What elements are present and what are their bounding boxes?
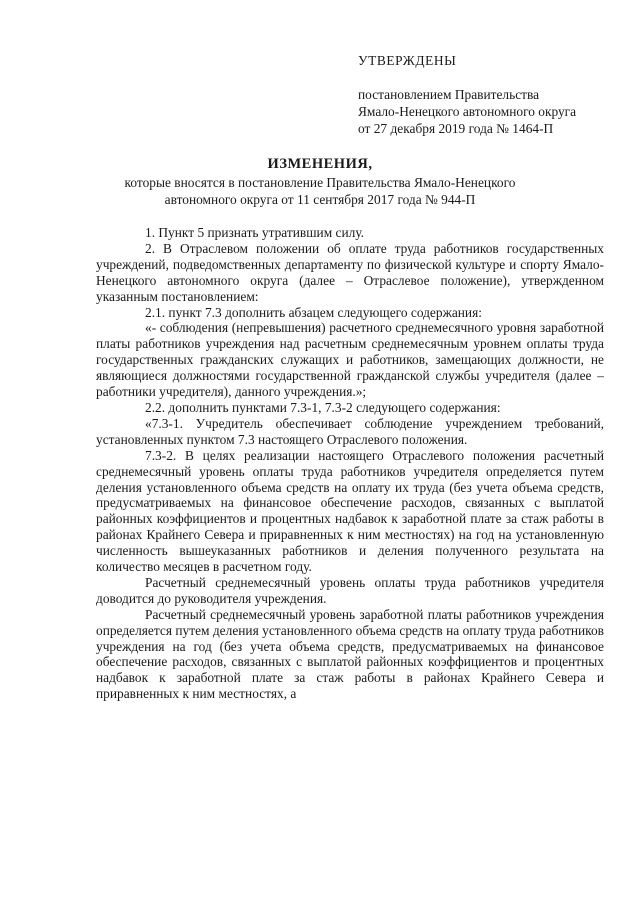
document-title: ИЗМЕНЕНИЯ, (267, 156, 373, 172)
approval-line-date: от 27 декабря 2019 года № 1464-П (358, 121, 554, 136)
paragraph-item-7-3-1: «7.3-1. Учредитель обеспечивает соблюдение учреждением требований, установленных пунктом 7.3 настоящего Отраслевого положения. (96, 415, 604, 447)
approval-line-region: Ямало-Ненецкого автономного округа (358, 104, 577, 119)
document-subtitle-line: автономного округа от 11 сентября 2017 года № 944-П (164, 192, 476, 207)
paragraph-item-2-1: 2.1. пункт 7.3 дополнить абзацем следующего содержания: (145, 304, 482, 320)
paragraph-item-1: 1. Пункт 5 признать утратившим силу. (145, 225, 365, 240)
paragraph-institution-level: Расчетный среднемесячный уровень заработной платы работников учреждения определяется путем деления установленного объема средств на оплату труда работников учреждения на год (без учета объема средств, предусматриваемых на финансовое обеспечение расходов, связанных с выплатой районных коэффициентов и процентных надбавок к заработной плате за стаж работы в районах Крайнего Севера и приравненных к ним местностях, а (96, 606, 604, 702)
approval-line-resolution: постановлением Правительства (358, 87, 540, 102)
paragraph-founder-level: Расчетный среднемесячный уровень оплаты труда работников учредителя доводится до руководителя учреждения. (96, 574, 604, 606)
approval-stamp (358, 52, 628, 137)
document-body (96, 225, 604, 702)
paragraph-item-2: 2. В Отраслевом положении об оплате труда работников государственных учреждений, подведомственных департаменту по физической культуре и спорту Ямало-Ненецкого автономного округа (далее – Отраслевое положение), утвержденном указанным постановлением: (96, 240, 604, 304)
document-title-block (100, 156, 540, 208)
paragraph-item-2-2: 2.2. дополнить пунктами 7.3-1, 7.3-2 следующего содержания: (145, 399, 501, 415)
approval-heading: УТВЕРЖДЕНЫ (358, 53, 457, 68)
document-subtitle-line: которые вносятся в постановление Правительства Ямало-Ненецкого (124, 175, 516, 190)
paragraph-item-7-3-2: 7.3-2. В целях реализации настоящего Отраслевого положения расчетный среднемесячный уровень оплаты труда работников учредителя определяется путем деления установленного объема средств на оплату их труда (без учета объема средств, предусматриваемых на финансовое обеспечение расходов, связанных с выплатой районных коэффициентов и процентных надбавок к заработной плате за стаж работы в районах Крайнего Севера и приравненных к ним местностях) на год на установленную численность вышеуказанных работников и деления полученного результата на количество месяцев в расчетном году. (96, 447, 604, 575)
paragraph-quote-compliance: «- соблюдения (непревышения) расчетного среднемесячного уровня заработной платы работников учреждения над расчетным среднемесячным уровнем оплаты труда государственных гражданских служащих и работников, замещающих должности, не являющиеся должностями государственной гражданской службы учредителя (далее – работники учредителя), данного учреждения.»; (96, 320, 604, 400)
